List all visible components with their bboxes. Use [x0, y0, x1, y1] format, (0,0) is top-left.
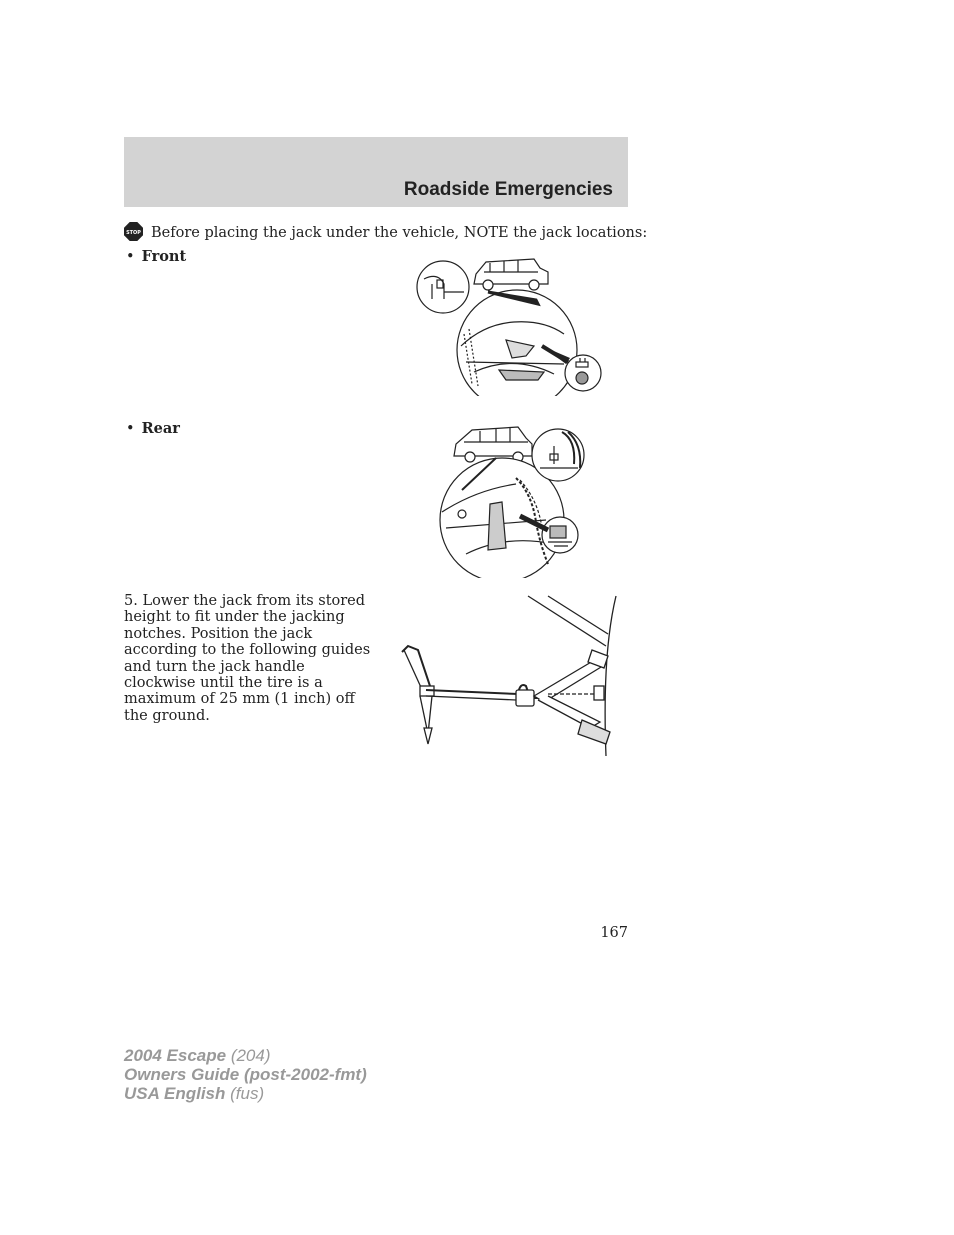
intro-paragraph: [124, 222, 648, 242]
stop-icon: [124, 222, 143, 241]
footer-language: USA English: [124, 1084, 226, 1103]
step-5-paragraph: 5. Lower the jack from its stored height to fit under the jacking notches. Position the jack according to the following guides and turn the jack handle clockwise until the tire is a maximum of 25 mm (1 inch) off the ground.: [124, 593, 371, 724]
bullet-dot: •: [126, 249, 135, 265]
bullet-front: [124, 248, 186, 265]
footer-model: 2004 Escape: [124, 1046, 227, 1065]
front-jack-location-figure: [414, 254, 604, 396]
rear-jack-location-figure: [436, 424, 588, 578]
footer-line-guide: [124, 1065, 367, 1084]
stop-icon-label: STOP: [126, 229, 141, 236]
footer-language-code: (fus): [225, 1084, 265, 1103]
footer-line-language: [124, 1084, 367, 1103]
footer-model-code: (204): [226, 1046, 271, 1065]
intro-text: Before placing the jack under the vehicle, NOTE the jack locations:: [151, 225, 648, 241]
bullet-front-label: Front: [141, 248, 187, 265]
jack-handle-figure: [398, 594, 620, 758]
section-title: Roadside Emergencies: [403, 179, 613, 200]
bullet-rear: [124, 420, 180, 437]
page-number: 167: [600, 925, 628, 941]
bullet-dot: •: [126, 421, 135, 437]
footer-line-model: [124, 1046, 367, 1065]
footer-guide: Owners Guide (post-2002-fmt): [124, 1065, 367, 1084]
section-header-band: [124, 137, 628, 207]
bullet-rear-label: Rear: [141, 420, 180, 437]
document-footer: [124, 1046, 367, 1103]
